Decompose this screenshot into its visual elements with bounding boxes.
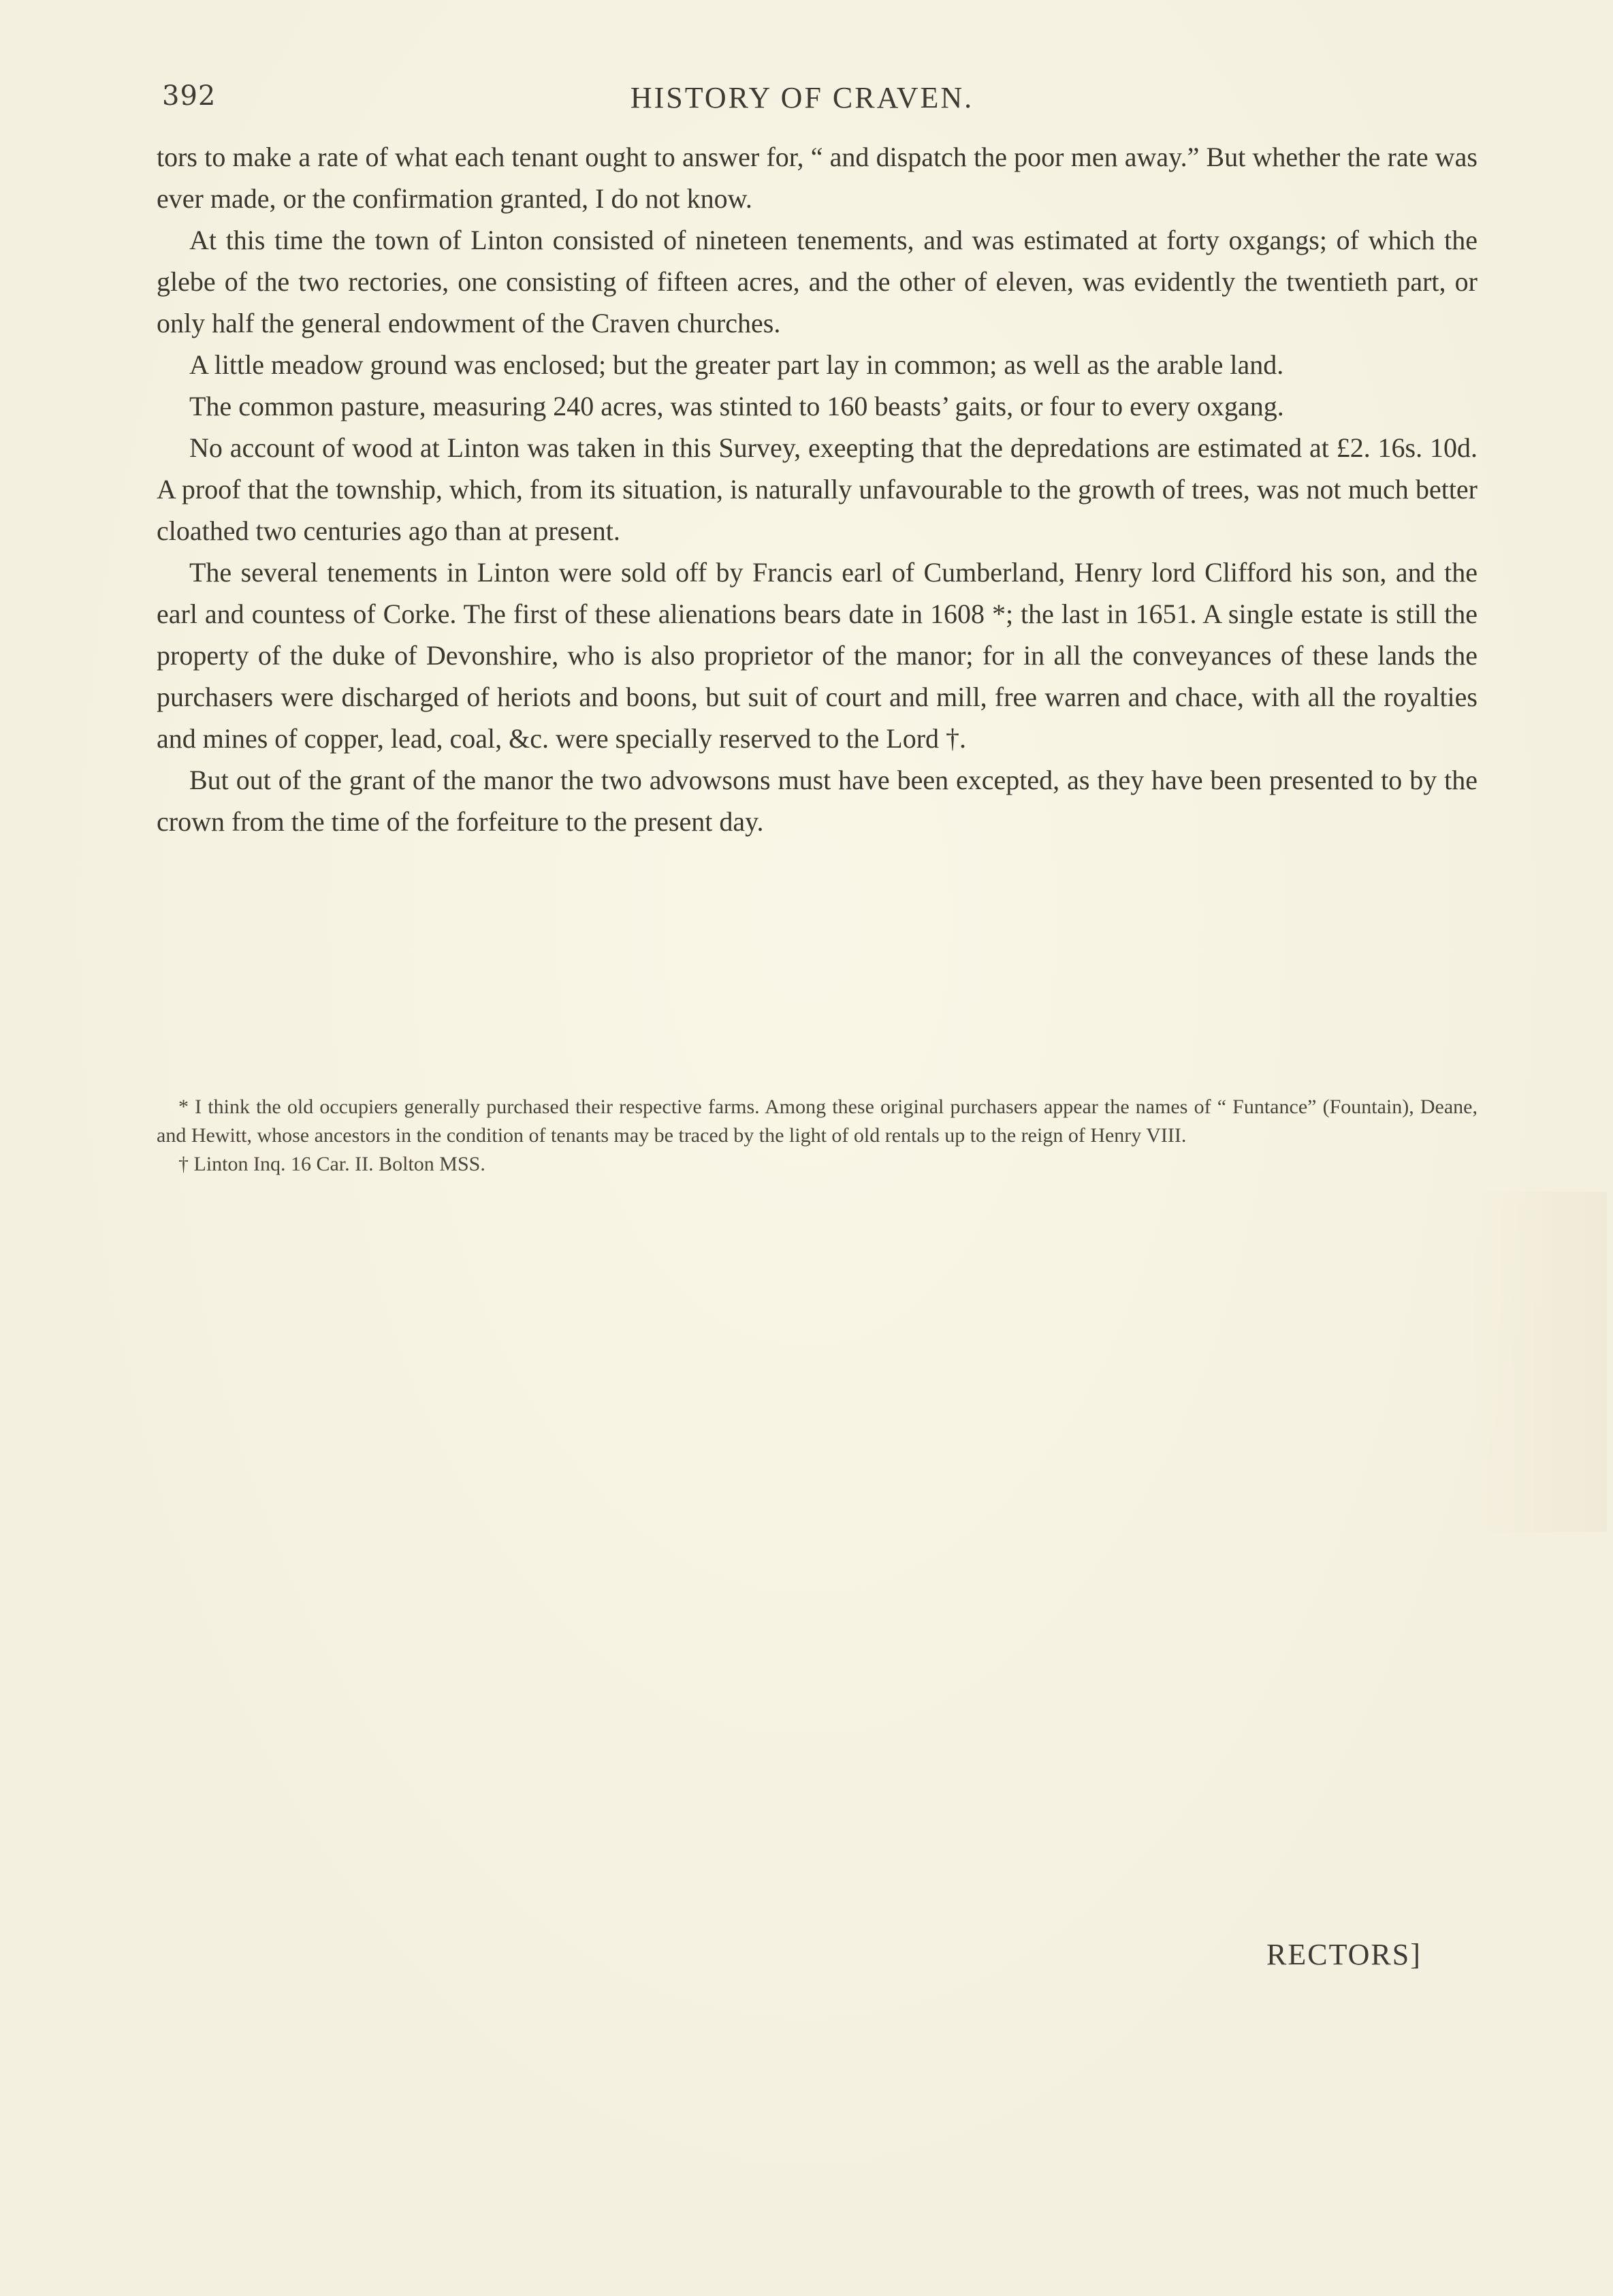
footnote-1: * I think the old occupiers generally purchased their respective farms. Among these original purchasers appear the names of “ Funtance” (Fountain), Deane, and Hewitt, whose ancestors in the condition of tenants may be traced by the light of old rentals up to the reign of Henry VIII. bbox=[157, 1096, 1478, 1147]
footnotes bbox=[157, 1093, 1478, 1179]
paragraph-5: No account of wood at Linton was taken in this Survey, exeepting that the depredations are estimated at £2. 16s. 10d. A proof that the township, which, from its situation, is naturally unfavourable to the growth of trees, was not much better cloathed two centuries ago than at present. bbox=[157, 432, 1478, 546]
page-header bbox=[162, 80, 1442, 121]
paragraph-1: tors to make a rate of what each tenant ought to answer for, “ and dispatch the poor men away.” But whether the rate was ever made, or the confirmation granted, I do not know. bbox=[157, 142, 1478, 214]
paragraph-3: A little meadow ground was enclosed; but the greater part lay in common; as well as the arable land. bbox=[189, 349, 1284, 380]
footnote-2: † Linton Inq. 16 Car. II. Bolton MSS. bbox=[178, 1153, 485, 1175]
main-text bbox=[157, 136, 1478, 842]
paragraph-2: At this time the town of Linton consisted of nineteen tenements, and was estimated at forty oxgangs; of which the glebe of the two rectories, one consisting of fifteen acres, and the other of eleven, was evidently the twentieth part, or only half the general endowment of the Craven churches. bbox=[157, 225, 1478, 338]
paragraph-7: But out of the grant of the manor the two advowsons must have been excepted, as they have been presented to by the crown from the time of the forfeiture to the present day. bbox=[157, 765, 1478, 837]
paragraph-6: The several tenements in Linton were sold off by Francis earl of Cumberland, Henry lord Clifford his son, and the earl and countess of Corke. The first of these alienations bears date in 1608 *; the last in 1651. A single estate is still the property of the duke of Devonshire, who is also proprietor of the manor; for in all the conveyances of these lands the purchasers were discharged of heriots and boons, but suit of court and mill, free warren and chace, with all the royalties and mines of copper, lead, coal, &c. were specially reserved to the Lord †. bbox=[157, 557, 1478, 754]
show-through-shadow bbox=[1471, 1192, 1607, 1532]
running-title: HISTORY OF CRAVEN. bbox=[630, 81, 974, 114]
paragraph-4: The common pasture, measuring 240 acres, was stinted to 160 beasts’ gaits, or four to every oxgang. bbox=[189, 391, 1284, 421]
page-number: 392 bbox=[162, 80, 217, 112]
catchword: RECTORS] bbox=[1266, 1938, 1422, 1971]
